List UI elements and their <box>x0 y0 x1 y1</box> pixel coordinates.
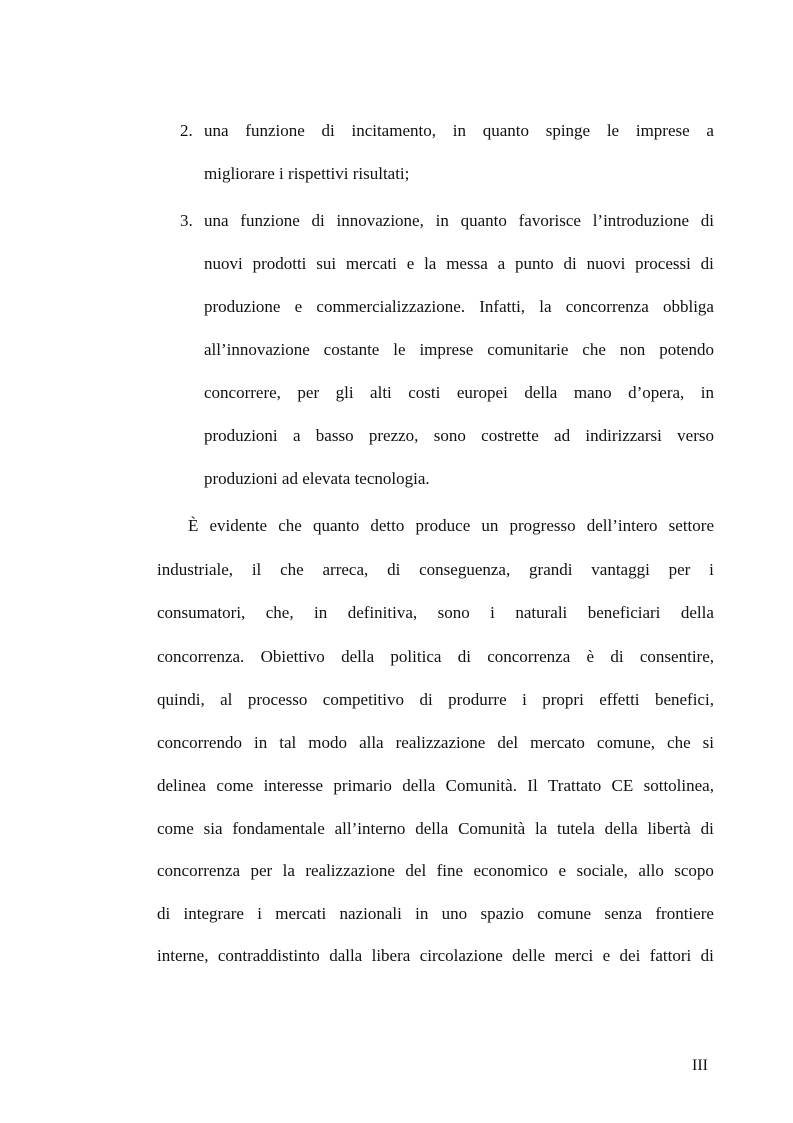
paragraph-line-2: industriale, il che arreca, di conseguenza, grandi vantaggi per i <box>157 560 714 579</box>
list-item-3-line-3: produzione e commercializzazione. Infatti, la concorrenza obbliga <box>204 297 714 316</box>
list-item-3-line-1: una funzione di innovazione, in quanto favorisce l’introduzione di <box>204 211 714 230</box>
list-item-3-line-6: produzioni a basso prezzo, sono costrette ad indirizzarsi verso <box>204 426 714 445</box>
page-number: III <box>692 1057 708 1074</box>
paragraph-line-11: interne, contraddistinto dalla libera circolazione delle merci e dei fattori di <box>157 946 714 965</box>
list-item-3-number: 3. <box>180 211 193 230</box>
paragraph-line-6: concorrendo in tal modo alla realizzazione del mercato comune, che si <box>157 733 714 752</box>
list-item-3-line-4: all’innovazione costante le imprese comunitarie che non potendo <box>204 340 714 359</box>
paragraph-line-7: delinea come interesse primario della Comunità. Il Trattato CE sottolinea, <box>157 776 714 795</box>
list-item-3-line-7: produzioni ad elevata tecnologia. <box>204 469 430 488</box>
paragraph-line-1: È evidente che quanto detto produce un progresso dell’intero settore <box>188 516 714 535</box>
list-item-3-line-5: concorrere, per gli alti costi europei della mano d’opera, in <box>204 383 714 402</box>
list-item-3-line-2: nuovi prodotti sui mercati e la messa a punto di nuovi processi di <box>204 254 714 273</box>
paragraph-line-8: come sia fondamentale all’interno della Comunità la tutela della libertà di <box>157 819 714 838</box>
list-item-2-line-1: una funzione di incitamento, in quanto spinge le imprese a <box>204 121 714 140</box>
paragraph-line-9: concorrenza per la realizzazione del fine economico e sociale, allo scopo <box>157 861 714 880</box>
paragraph-line-3: consumatori, che, in definitiva, sono i naturali beneficiari della <box>157 603 714 622</box>
list-item-2-line-2: migliorare i rispettivi risultati; <box>204 164 410 183</box>
paragraph-line-4: concorrenza. Obiettivo della politica di concorrenza è di consentire, <box>157 647 714 666</box>
paragraph-line-10: di integrare i mercati nazionali in uno spazio comune senza frontiere <box>157 904 714 923</box>
list-item-2-number: 2. <box>180 121 193 140</box>
paragraph-line-5: quindi, al processo competitivo di produrre i propri effetti benefici, <box>157 690 714 709</box>
